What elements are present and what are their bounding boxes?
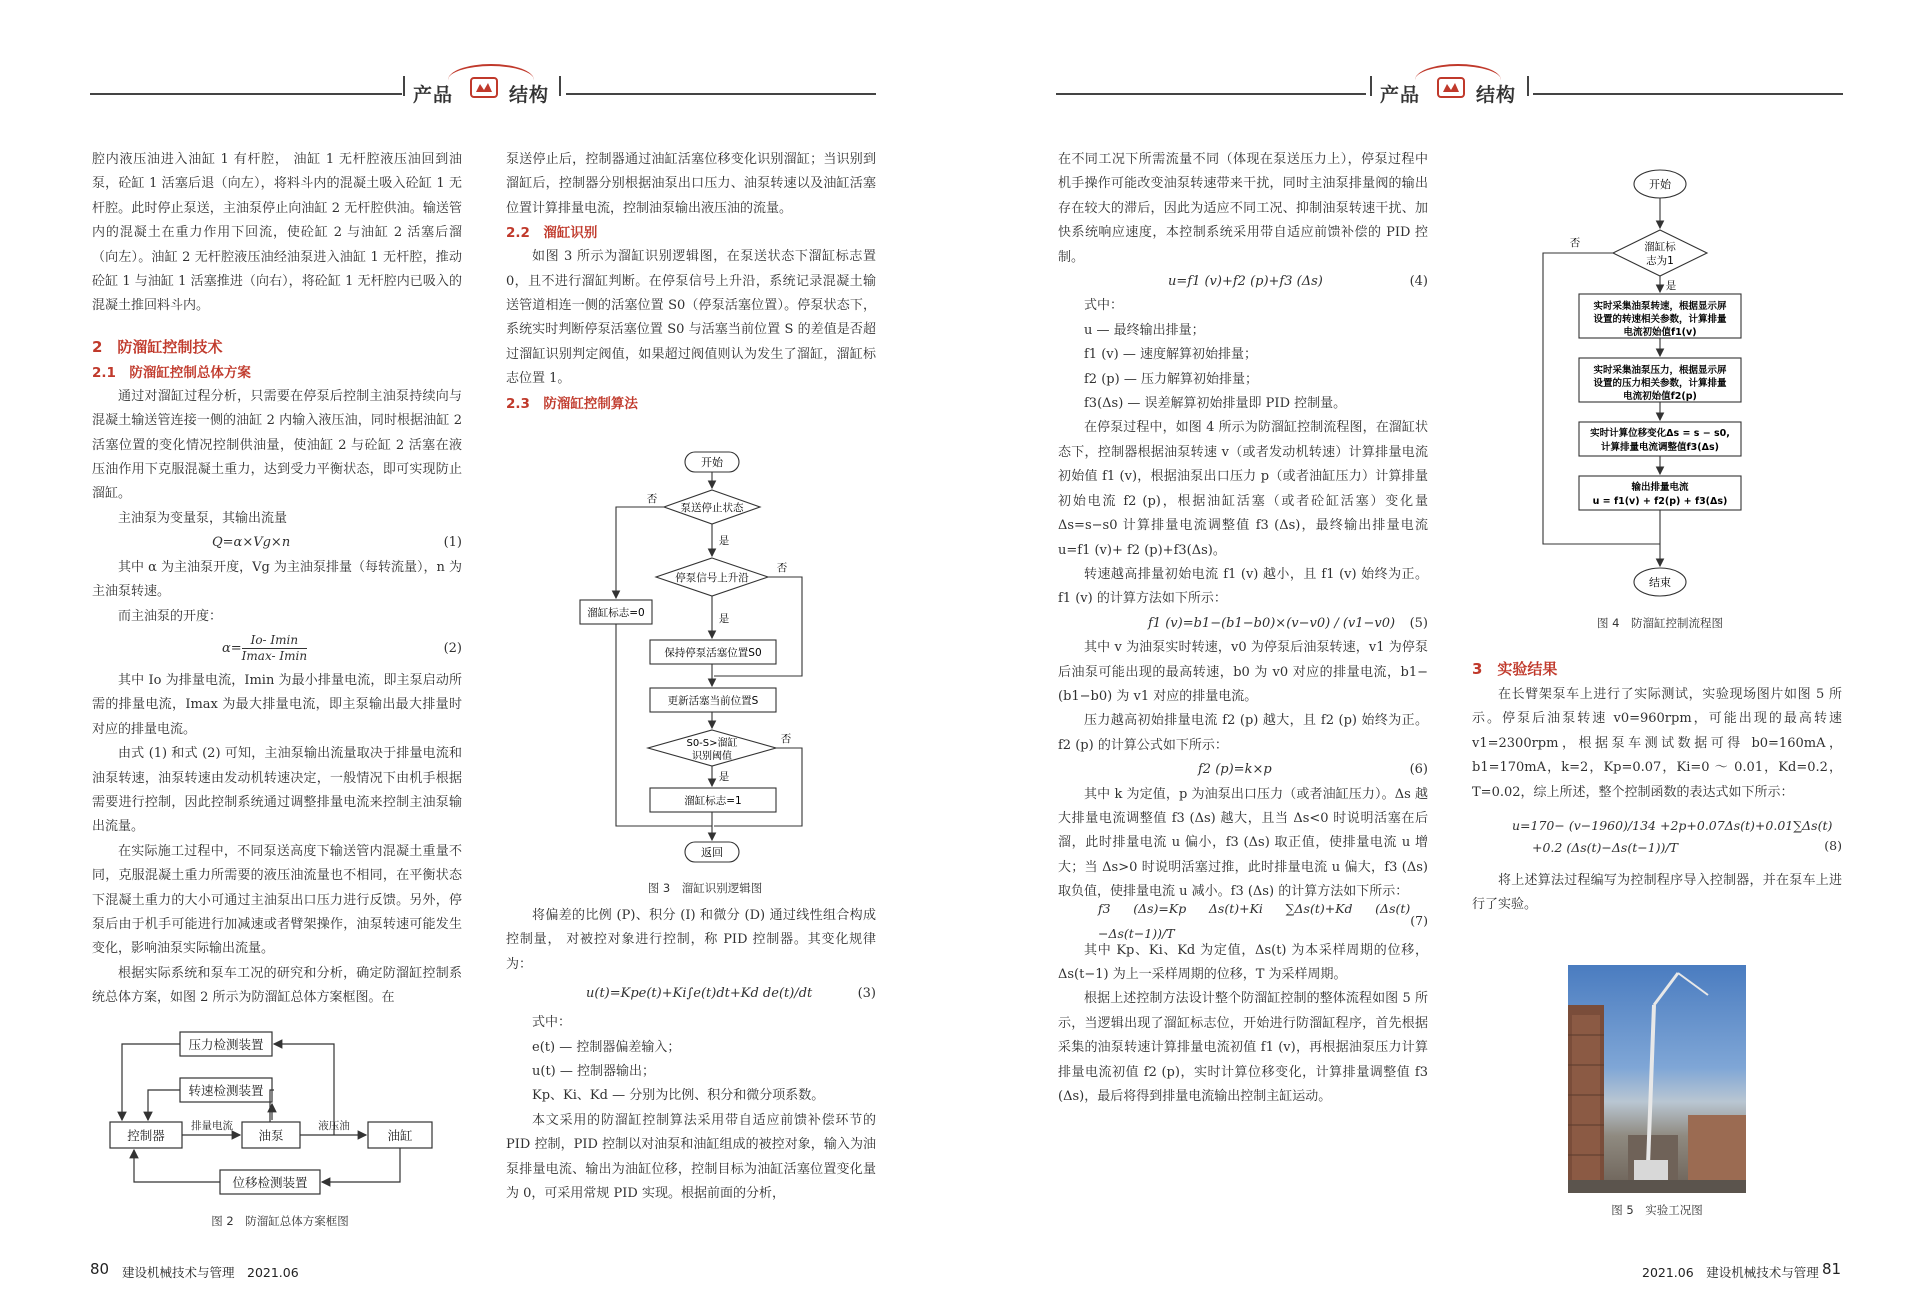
step-speed-line3: 电流初始值f1(v)	[1623, 327, 1697, 338]
paragraph: 其中 α 为主油泵开度，Vg 为主油泵排量（每转流量），n 为主油泵转速。	[92, 559, 462, 600]
paragraph: 主油泵为变量泵，其输出流量	[118, 510, 288, 526]
start-label: 开始	[701, 456, 723, 469]
step-pressure-line1: 实时采集油泵压力，根据显示屏	[1593, 365, 1727, 376]
photo-illustration	[1568, 965, 1746, 1193]
header-divider	[559, 76, 561, 96]
step-output-line1: 输出排量电流	[1631, 482, 1689, 493]
header-rule-left-b	[566, 93, 876, 95]
threshold-label-line1: S0-S>溜缸	[686, 738, 738, 749]
figure-3-caption: 图 3 溜缸识别逻辑图	[647, 881, 763, 895]
equation-7	[1058, 901, 1428, 941]
paragraph: 式中：	[532, 1015, 572, 1031]
equation-number: (7)	[1410, 913, 1428, 929]
equation-body: u(t)=Kpe(t)+Ki∫e(t)dt+Kd de(t)/dt	[586, 986, 813, 1002]
header-divider	[403, 76, 405, 96]
equation-8	[1472, 805, 1842, 869]
header-rule-left-a	[90, 93, 402, 95]
fraction-denominator: Imax- Imin	[241, 649, 308, 664]
yes-label: 是	[718, 535, 730, 547]
left-page-column-2-lower	[506, 904, 876, 1206]
equation-number: (1)	[443, 535, 462, 551]
equation-lhs: α=	[222, 641, 242, 657]
fraction-numerator: Io- Imin	[242, 633, 307, 649]
footer-journal-left: 建设机械技术与管理 2021.06	[122, 1265, 299, 1280]
equation-4	[1058, 270, 1428, 294]
step-pressure-line3: 电流初始值f2(p)	[1623, 391, 1697, 402]
figure-4-caption: 图 4 防溜缸控制流程图	[1597, 616, 1723, 630]
header-rule-right-a	[1056, 93, 1366, 95]
return-label: 返回	[701, 846, 723, 859]
figure-5-caption: 图 5 实验工况图	[1611, 1203, 1703, 1217]
equation-1	[92, 531, 462, 555]
paragraph: 其中 Io 为排量电流，Imin 为最小排量电流，即主泵启动所需的排量电流，Imax 为最大排量电流，即主泵输出最大排量时对应的排量电流。	[92, 672, 462, 737]
right-page-column-2	[1472, 655, 1842, 918]
equation-body: f2 (p)=k×p	[1198, 762, 1272, 778]
decision-line2: 志为1	[1646, 255, 1674, 267]
paragraph: 在不同工况下所需流量不同（体现在泵送压力上），停泵过程中机手操作可能改变油泵转速带来干扰，同时主油泵排量阀的输出存在较大的滞后，因此为适应不同工况、抑制油泵转速干扰、加快系统响应速度，本控制系统采用带自适应前馈补偿的 PID 控制。	[1058, 152, 1428, 265]
decision-line1: 溜缸标	[1644, 241, 1676, 253]
figure-2-caption: 图 2 防溜缸总体方案框图	[211, 1214, 349, 1228]
definition: f2 (p) — 压力解算初始排量；	[1084, 371, 1258, 387]
save-position-label: 保持停泵活塞位置S0	[664, 647, 762, 659]
definition: u(t) — 控制器输出；	[532, 1064, 656, 1080]
yes-label: 是	[718, 613, 730, 625]
start-label: 开始	[1649, 178, 1671, 191]
flag-one-label: 溜缸标志=1	[684, 795, 742, 807]
equation-5	[1058, 612, 1428, 636]
end-label: 结束	[1649, 576, 1671, 589]
decision-flag	[1613, 230, 1707, 276]
section-heading: 3 实验结果	[1472, 660, 1558, 678]
paragraph: 将上述算法过程编写为控制程序导入控制器，并在泵车上进行了实验。	[1472, 873, 1842, 913]
yes-label: 是	[1665, 280, 1677, 292]
equation-body: f3 (Δs)=Kp Δs(t)+Ki ∑Δs(t)+Kd (Δs(t)−Δs(t−1))/T	[1098, 901, 1411, 941]
no-label: 否	[780, 733, 792, 745]
equation-body: u=f1 (v)+f2 (p)+f3 (Δs)	[1168, 274, 1323, 290]
cylinder-label: 油缸	[387, 1128, 413, 1143]
subsection-heading: 2.1 防溜缸控制总体方案	[92, 364, 251, 381]
step-output-line2: u = f1(v) + f2(p) + f3(Δs)	[1592, 496, 1728, 507]
header-word-right: 结构	[509, 84, 550, 106]
header-rule-right-b	[1533, 93, 1843, 95]
paragraph: 在长臂架泵车上进行了实际测试，实验现场图片如图 5 所示。停泵后油泵转速 v0=960rpm，可能出现的最高转速 v1=2300rpm，根据泵车测试数据可得 b0=160mA，b1=170mA，k=2，Kp=0.07，Ki=0 ～ 0.01，Kd=0.2，T=0.02，综上所述，整个控制函数的表达式如下所示：	[1472, 687, 1842, 800]
test-site-photo	[1568, 965, 1746, 1193]
equation-2	[92, 629, 462, 669]
edge-label-oil: 液压油	[318, 1120, 350, 1132]
step-displacement-line2: 计算排量电流调整值f3(Δs)	[1601, 442, 1719, 453]
paragraph: 而主油泵的开度：	[118, 608, 223, 624]
left-page-column-2	[506, 148, 876, 416]
controller-label: 控制器	[127, 1128, 165, 1143]
figure-3-flowchart	[570, 450, 840, 870]
position-sensor-label: 位移检测装置	[232, 1175, 308, 1190]
equation-line-2: +0.2 (Δs(t)−Δs(t−1))/T	[1532, 840, 1678, 856]
header-word-left: 产品	[413, 84, 454, 106]
no-label: 否	[1569, 237, 1581, 249]
edge-label-current: 排量电流	[191, 1120, 233, 1132]
pressure-sensor-label: 压力检测装置	[188, 1037, 264, 1052]
no-label: 否	[646, 493, 658, 505]
paragraph: 由式 (1) 和式 (2) 可知，主油泵输出流量取决于排量电流和油泵转速，油泵转速由发动机转速决定，一般情况下由机手根据需要进行控制，因此控制系统通过调整排量电流来控制主油泵输出流量。	[92, 746, 462, 835]
definition: f3(Δs) — 误差解算初始排量即 PID 控制量。	[1084, 396, 1347, 412]
paragraph: 其中 k 为定值，p 为油泵出口压力（或者油缸压力）。Δs 越大排量电流调整值 f3 (Δs) 越大，且当 Δs<0 时说明活塞在后溜，此时排量电流 u 偏小，f3 (Δs) 取正值，使排量电流 u 增大；当 Δs>0 时说明活塞过推，此时排量电流 u 偏大，f3 (Δs) 取负值，使排量电流 u 减小。f3 (Δs) 的计算方法如下所示：	[1058, 786, 1428, 900]
right-page-column-1	[1058, 148, 1428, 1109]
footer-journal-right: 2021.06 建设机械技术与管理	[1642, 1265, 1819, 1280]
paragraph: 如图 3 所示为溜缸识别逻辑图，在泵送状态下溜缸标志置 0，且不进行溜缸判断。在停泵信号上升沿，系统记录混凝土输送管道相连一侧的活塞位置 S0（停泵活塞位置）。停泵状态下，系统实时判断停泵活塞位置 S0 与活塞当前位置 S 的差值是否超过溜缸识别判定阀值，如果超过阀值则认为发生了溜缸，溜缸标志位置 1。	[506, 249, 876, 387]
equation-number: (3)	[857, 986, 876, 1002]
threshold-label-line2: 识别阈值	[692, 751, 732, 762]
header-logo-icon	[1436, 76, 1466, 100]
paragraph: 转速越高排量初始电流 f1 (v) 越小，且 f1 (v) 始终为正。f1 (v) 的计算方法如下所示：	[1058, 566, 1428, 607]
page-number-left: 80	[90, 1260, 110, 1278]
equation-number: (2)	[443, 640, 462, 656]
decision-pump-label: 泵送停止状态	[680, 502, 744, 514]
header-word-right-2: 结构	[1476, 84, 1517, 106]
equation-body: f1 (v)=b1−(b1−b0)×(v−v0) / (v1−v0)	[1148, 615, 1396, 631]
paragraph: 泵送停止后，控制器通过油缸活塞位移变化识别溜缸；当识别到溜缸后，控制器分别根据油泵出口压力、油泵转速以及油缸活塞位置计算排量电流，控制油泵输出液压油的流量。	[506, 152, 876, 216]
paragraph: 式中：	[1084, 298, 1124, 314]
yes-label: 是	[718, 771, 730, 783]
step-speed-line1: 实时采集油泵转速，根据显示屏	[1593, 301, 1727, 312]
subsection-heading: 2.2 溜缸识别	[506, 225, 598, 242]
step-speed-line2: 设置的转速相关参数，计算排量	[1593, 314, 1727, 325]
header-word-left-2: 产品	[1380, 84, 1421, 106]
figure-4-flowchart	[1535, 168, 1785, 608]
paragraph: 其中 v 为油泵实时转速，v0 为停泵后油泵转速，v1 为停泵后油泵可能出现的最高转速，b0 为 v0 对应的排量电流，b1−(b1−b0) 为 v1 对应的排量电流。	[1058, 640, 1428, 704]
paragraph: 根据上述控制方法设计整个防溜缸控制的整体流程如图 5 所示，当逻辑出现了溜缸标志位，开始进行防溜缸程序，首先根据采集的油泵转速计算排量电流初值 f1 (v)，再根据油泵压力计算排量电流初值 f2 (p)，实时计算位移变化，计算排量调整值 f3 (Δs)，最后将得到排量电流输出控制主缸运动。	[1058, 991, 1428, 1105]
equation-line-1: u=170− (v−1960)/134 +2p+0.07Δs(t)+0.01∑Δs(t)	[1512, 818, 1833, 834]
paragraph: 在停泵过程中，如图 4 所示为防溜缸控制流程图，在溜缸状态下，控制器根据油泵转速 v（或者发动机转速）计算排量电流初始值 f1 (v)，根据油泵出口压力 p（或者油缸压力）计算排量初始电流 f2 (p)，根据油缸活塞（或者砼缸活塞）变化量 Δs=s−s0 计算排量电流调整值 f3 (Δs)，最终输出排量电流 u=f1 (v)+ f2 (p)+f3(Δs)。	[1058, 420, 1428, 558]
subsection-heading: 2.3 防溜缸控制算法	[506, 395, 638, 412]
decision-edge-label: 停泵信号上升沿	[675, 572, 749, 584]
definition: e(t) — 控制器偏差输入；	[532, 1039, 681, 1055]
equation-number: (6)	[1409, 762, 1428, 778]
step-displacement-line1: 实时计算位移变化Δs = s − s0,	[1590, 428, 1730, 439]
speed-sensor-label: 转速检测装置	[188, 1083, 264, 1098]
section-heading: 2 防溜缸控制技术	[92, 337, 223, 356]
definition: f1 (v) — 速度解算初始排量；	[1084, 347, 1257, 363]
equation-fraction	[242, 633, 307, 664]
paragraph: 腔内液压油进入油缸 1 有杆腔， 油缸 1 无杆腔液压油回到油泵，砼缸 1 活塞后退（向左），将料斗内的混凝土吸入砼缸 1 无杆腔。此时停止泵送，主油泵停止向油缸 2 无杆腔供油。输送管内的混凝土在重力作用下回流，使砼缸 2 与油缸 2 活塞后溜（向左）。油缸 2 无杆腔液压油经油泵进入油缸 1 无杆腔，推动砼缸 1 与油缸 1 活塞推进（向右），将砼缸 1 无杆腔内已吸入的混凝土推回料斗内。	[92, 152, 462, 314]
no-label: 否	[776, 562, 788, 574]
paragraph: 压力越高初始排量电流 f2 (p) 越大，且 f2 (p) 始终为正。f2 (p) 的计算公式如下所示：	[1058, 713, 1428, 753]
paragraph: 本文采用的防溜缸控制算法采用带自适应前馈补偿环节的 PID 控制，PID 控制以对油泵和油缸组成的被控对象，输入为油泵排量电流、输出为油缸位移，控制目标为油缸活塞位置变化量为 0，可采用常规 PID 实现。根据前面的分析，	[506, 1112, 876, 1202]
equation-3	[506, 977, 876, 1011]
flag-zero-label: 溜缸标志=0	[587, 607, 645, 619]
equation-number: (5)	[1409, 615, 1428, 631]
equation-number: (4)	[1409, 274, 1428, 290]
pump-label: 油泵	[258, 1128, 284, 1143]
header-logo-icon	[469, 76, 499, 100]
paragraph: 在实际施工过程中，不同泵送高度下输送管内混凝土重量不同，克服混凝土重力所需要的液压油流量也不相同，在平衡状态下混凝土重力的大小可通过主油泵出口压力进行反馈。另外，停泵后由于机手可能进行加减速或者臂架操作，油泵转速可能发生变化，影响油泵实际输出流量。	[92, 843, 462, 957]
header-divider	[1370, 76, 1372, 96]
header-divider	[1527, 76, 1529, 96]
equation-6	[1058, 758, 1428, 782]
definition: Kp、Ki、Kd — 分别为比例、积分和微分项系数。	[532, 1088, 825, 1104]
equation-number: (8)	[1824, 838, 1842, 854]
definition: u — 最终输出排量；	[1084, 322, 1205, 338]
paragraph: 根据实际系统和泵车工况的研究和分析，确定防溜缸控制系统总体方案，如图 2 所示为防溜缸总体方案框图。在	[92, 965, 462, 1006]
paragraph: 其中 Kp、Ki、Kd 为定值，Δs(t) 为本采样周期的位移，Δs(t−1) 为上一采样周期的位移，T 为采样周期。	[1058, 942, 1428, 982]
page-number-right: 81	[1822, 1260, 1842, 1278]
step-pressure-line2: 设置的压力相关参数，计算排量	[1593, 378, 1727, 389]
update-position-label: 更新活塞当前位置S	[667, 695, 759, 707]
paragraph: 通过对溜缸过程分析，只需要在停泵后控制主油泵持续向与混凝土输送管连接一侧的油缸 2 内输入液压油，同时根据油缸 2 活塞位置的变化情况控制供油量，使油缸 2 与砼缸 2 活塞在液压油作用下克服混凝土重力，达到受力平衡状态，即可实现防止溜缸。	[92, 388, 462, 502]
figure-2-diagram	[100, 1030, 460, 1205]
equation-body: Q=α×Vg×n	[212, 535, 291, 551]
paragraph: 将偏差的比例 (P)、积分 (I) 和微分 (D) 通过线性组合构成控制量， 对被控对象进行控制，称 PID 控制器。其变化规律为：	[506, 908, 876, 972]
left-page-column-1	[92, 148, 462, 1011]
